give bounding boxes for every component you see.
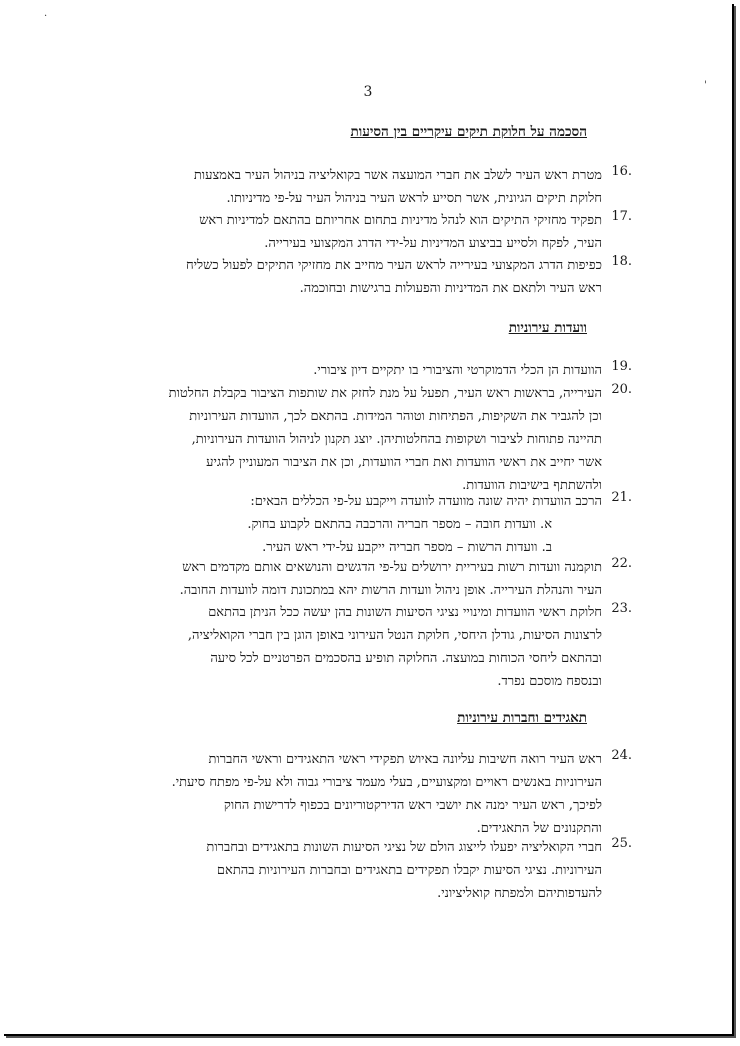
- clause-text: ראש העיר ולתאם את המדיניות והפעולות ברגישות ובחוכמה.: [299, 281, 602, 296]
- clause-text: תהיינה פתוחות לציבור ושקופות בהחלטותיהן. יוצג תקנון לניהול הוועדות העירוניות,: [191, 432, 602, 447]
- clause-number: 17.: [611, 209, 632, 224]
- section-heading-portfolios: הסכמה על חלוקת תיקים עיקריים בין הסיעות: [350, 124, 587, 140]
- clause-text: להעדפותיהם ולמפתח קואליציוני.: [437, 886, 602, 901]
- clause-21-subitems: [132, 513, 552, 559]
- clause-number: 19.: [611, 359, 632, 374]
- clause-16: [132, 164, 632, 210]
- clause-text: תוקמנה וועדות רשות בעיריית ירושלים על-פי הדגשים והנושאים אותם מקדמים ראש: [182, 560, 602, 575]
- clause-text: הוועדות הן הכלי הדמוקרטי והציבורי בו יתקיים דיון ציבורי.: [313, 363, 602, 378]
- clause-number: 25.: [611, 836, 632, 851]
- clause-text: חברי הקואליציה יפעלו לייצוג הולם של נציגי הסיעות השונות בתאגידים ובחברות: [206, 840, 602, 855]
- clause-text: תפקיד מחזיקי התיקים הוא לנהל מדיניות בתחום אחריותם בהתאם למדיניות ראש: [199, 213, 602, 228]
- clause-24: [132, 748, 632, 840]
- clause-17: [132, 209, 632, 255]
- clause-text: מטרת ראש העיר לשלב את חברי המועצה אשר בקואליציה בניהול העיר באמצעות: [193, 168, 602, 183]
- clause-23: [132, 601, 632, 693]
- clause-25: [132, 836, 632, 905]
- clause-number: 22.: [611, 556, 632, 571]
- subclause-b: ב. וועדות הרשות – מספר חבריה ייקבע על-ידי ראש העיר.: [262, 540, 552, 555]
- clause-text: לרצונות הסיעות, גודלן היחסי, חלוקת הנטל העירוני באופן הוגן בין חברי הקואליציה,: [187, 628, 602, 643]
- clause-text: אשר יחייב את ראשי הוועדות ואת חברי הוועדות, וכן את הציבור המעוניין להגיע: [206, 455, 602, 470]
- clause-text: חלוקת תיקים הגיונית, אשר תסייע לראש העיר בניהול העיר על-פי מדיניותו.: [226, 191, 602, 206]
- section-heading-committees: וועדות עירוניות: [508, 320, 587, 336]
- clause-text: העיר, לפקח ולסייע בביצוע המדיניות על-ידי הדרג המקצועי בעירייה.: [264, 236, 602, 251]
- clause-number: 23.: [611, 601, 632, 616]
- clause-number: 16.: [611, 164, 632, 179]
- clause-20: [132, 382, 632, 497]
- clause-text: הרכב הוועדות יהיה שונה מוועדה לוועדה וייקבע על-פי הכללים הבאים:: [250, 494, 602, 509]
- scan-mark: .: [44, 8, 48, 19]
- clause-text: ולהשתתף בישיבות הוועדות.: [462, 478, 602, 493]
- clause-number: 18.: [611, 254, 632, 269]
- clause-text: והתקנונים של התאגידים.: [476, 821, 602, 836]
- clause-text: ובנספח מוסכם נפרד.: [497, 674, 602, 689]
- clause-21: [132, 490, 632, 513]
- clause-text: העיר והנהלת העירייה. אופן ניהול וועדות הרשות יהא במתכונת דומה לוועדות החובה.: [179, 583, 602, 598]
- clause-text: העירוניות באנשים ראויים ומקצועיים, בעלי מעמד ציבורי גבוה ולא על-פי מפתח סיעתי.: [171, 775, 602, 790]
- clause-text: ובהתאם ליחסי הכוחות במועצה. החלוקה תופיע בהסכמים הפרטניים לכל סיעה: [210, 651, 602, 666]
- subclause-a: א. וועדות חובה – מספר חבריה והרכבה בהתאם לקבוע בחוק.: [247, 517, 552, 532]
- clause-text: חלוקת ראשי הוועדות ומינויי נציגי הסיעות השונות בהן יעשה ככל הניתן בהתאם: [208, 605, 602, 620]
- clause-22: [132, 556, 632, 602]
- clause-text: העירוניות. נציגי הסיעות יקבלו תפקידים בתאגידים ובחברות העירוניות בהתאם: [216, 863, 602, 878]
- clause-18: [132, 254, 632, 300]
- clause-number: 21.: [611, 490, 632, 505]
- clause-text: לפיכך, ראש העיר ימנה את יושבי ראש הדירקטוריונים בכפוף לדרישות החוק: [223, 798, 602, 813]
- clause-text: וכן להגביר את השקיפות, הפתיחות וטוהר המידות. בהתאם לכך, הוועדות העירוניות: [189, 409, 602, 424]
- clause-text: כפיפות הדרג המקצועי בעירייה לראש העיר מחייב את מחזיקי התיקים לפעול כשליח: [185, 258, 602, 273]
- clause-number: 24.: [611, 748, 632, 763]
- section-heading-corporations: תאגידים וחברות עירוניות: [457, 710, 587, 726]
- clause-number: 20.: [611, 382, 632, 397]
- clause-19: [132, 359, 632, 382]
- clause-text: ראש העיר רואה חשיבות עליונה באיוש תפקידי ראשי התאגידים וראשי החברות: [208, 752, 602, 767]
- clause-text: העירייה, בראשות ראש העיר, תפעל על מנת לחזק את שותפות הציבור בקבלת החלטות: [168, 386, 602, 401]
- page-number: 3: [363, 84, 373, 100]
- document-page: [4, 4, 734, 1036]
- scan-mark: ': [704, 80, 707, 91]
